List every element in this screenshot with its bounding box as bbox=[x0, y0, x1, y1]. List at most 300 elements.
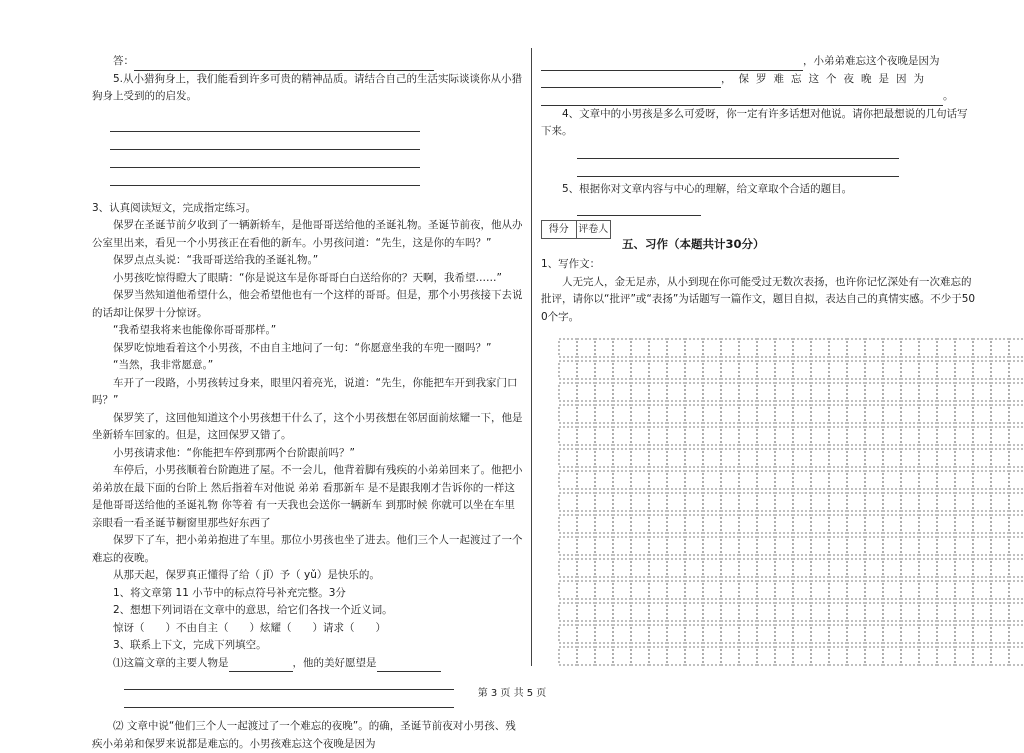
grid-cell[interactable] bbox=[991, 515, 1009, 533]
grid-cell[interactable] bbox=[757, 471, 775, 489]
grid-cell[interactable] bbox=[829, 339, 847, 357]
grid-cell[interactable] bbox=[991, 383, 1009, 401]
grid-cell[interactable] bbox=[595, 339, 613, 357]
grid-cell[interactable] bbox=[901, 449, 919, 467]
grid-cell[interactable] bbox=[937, 537, 955, 555]
grid-cell[interactable] bbox=[991, 493, 1009, 511]
grid-cell[interactable] bbox=[811, 427, 829, 445]
grid-cell[interactable] bbox=[937, 383, 955, 401]
grid-cell[interactable] bbox=[613, 493, 631, 511]
grid-cell[interactable] bbox=[829, 603, 847, 621]
grid-cell[interactable] bbox=[703, 339, 721, 357]
grid-cell[interactable] bbox=[883, 493, 901, 511]
grid-cell[interactable] bbox=[811, 581, 829, 599]
grid-cell[interactable] bbox=[703, 427, 721, 445]
grid-cell[interactable] bbox=[757, 559, 775, 577]
grid-cell[interactable] bbox=[829, 449, 847, 467]
grid-cell[interactable] bbox=[865, 647, 883, 665]
grid-cell[interactable] bbox=[919, 427, 937, 445]
grid-cell[interactable] bbox=[649, 581, 667, 599]
grid-cell[interactable] bbox=[757, 493, 775, 511]
grid-cell[interactable] bbox=[649, 449, 667, 467]
grid-cell[interactable] bbox=[847, 537, 865, 555]
grid-cell[interactable] bbox=[685, 625, 703, 643]
grid-cell[interactable] bbox=[703, 449, 721, 467]
grid-cell[interactable] bbox=[649, 603, 667, 621]
grid-cell[interactable] bbox=[757, 603, 775, 621]
grid-cell[interactable] bbox=[595, 537, 613, 555]
grid-cell[interactable] bbox=[721, 647, 739, 665]
grid-cell[interactable] bbox=[811, 537, 829, 555]
grid-cell[interactable] bbox=[865, 361, 883, 379]
grid-cell[interactable] bbox=[847, 339, 865, 357]
grid-cell[interactable] bbox=[865, 427, 883, 445]
grid-cell[interactable] bbox=[829, 537, 847, 555]
grid-cell[interactable] bbox=[559, 493, 577, 511]
grid-cell[interactable] bbox=[793, 449, 811, 467]
grid-cell[interactable] bbox=[901, 515, 919, 533]
grid-cell[interactable] bbox=[613, 449, 631, 467]
grid-cell[interactable] bbox=[847, 559, 865, 577]
grid-cell[interactable] bbox=[721, 449, 739, 467]
grid-cell[interactable] bbox=[937, 471, 955, 489]
grid-cell[interactable] bbox=[883, 471, 901, 489]
grid-cell[interactable] bbox=[955, 471, 973, 489]
grid-cell[interactable] bbox=[721, 537, 739, 555]
grid-cell[interactable] bbox=[847, 405, 865, 423]
grid-cell[interactable] bbox=[775, 581, 793, 599]
grid-cell[interactable] bbox=[667, 625, 685, 643]
grid-cell[interactable] bbox=[703, 515, 721, 533]
grid-cell[interactable] bbox=[955, 537, 973, 555]
grid-cell[interactable] bbox=[883, 339, 901, 357]
grid-cell[interactable] bbox=[811, 361, 829, 379]
grid-cell[interactable] bbox=[865, 339, 883, 357]
grid-cell[interactable] bbox=[775, 405, 793, 423]
grid-cell[interactable] bbox=[847, 515, 865, 533]
grid-cell[interactable] bbox=[1009, 559, 1024, 577]
grid-cell[interactable] bbox=[703, 647, 721, 665]
grid-cell[interactable] bbox=[919, 603, 937, 621]
grid-cell[interactable] bbox=[937, 449, 955, 467]
grid-cell[interactable] bbox=[649, 647, 667, 665]
grid-cell[interactable] bbox=[991, 559, 1009, 577]
grid-cell[interactable] bbox=[739, 427, 757, 445]
grid-cell[interactable] bbox=[577, 493, 595, 511]
grid-cell[interactable] bbox=[559, 383, 577, 401]
grid-cell[interactable] bbox=[685, 581, 703, 599]
grid-cell[interactable] bbox=[847, 647, 865, 665]
grid-cell[interactable] bbox=[829, 383, 847, 401]
grid-cell[interactable] bbox=[631, 471, 649, 489]
grid-cell[interactable] bbox=[847, 361, 865, 379]
grid-cell[interactable] bbox=[973, 625, 991, 643]
grid-cell[interactable] bbox=[901, 493, 919, 511]
grid-cell[interactable] bbox=[973, 581, 991, 599]
grid-cell[interactable] bbox=[631, 339, 649, 357]
grid-cell[interactable] bbox=[937, 559, 955, 577]
grid-cell[interactable] bbox=[937, 427, 955, 445]
grid-cell[interactable] bbox=[667, 383, 685, 401]
grid-cell[interactable] bbox=[811, 515, 829, 533]
grid-cell[interactable] bbox=[703, 471, 721, 489]
answer-blank[interactable] bbox=[577, 163, 899, 177]
grid-cell[interactable] bbox=[631, 405, 649, 423]
grid-cell[interactable] bbox=[613, 647, 631, 665]
grid-cell[interactable] bbox=[775, 383, 793, 401]
grid-cell[interactable] bbox=[973, 449, 991, 467]
grid-cell[interactable] bbox=[667, 537, 685, 555]
grid-cell[interactable] bbox=[667, 559, 685, 577]
grid-cell[interactable] bbox=[991, 449, 1009, 467]
grid-cell[interactable] bbox=[973, 361, 991, 379]
grid-cell[interactable] bbox=[937, 405, 955, 423]
grid-cell[interactable] bbox=[775, 515, 793, 533]
grid-cell[interactable] bbox=[775, 537, 793, 555]
grid-cell[interactable] bbox=[955, 449, 973, 467]
grid-cell[interactable] bbox=[595, 427, 613, 445]
grid-cell[interactable] bbox=[847, 383, 865, 401]
grid-cell[interactable] bbox=[793, 581, 811, 599]
grid-cell[interactable] bbox=[595, 383, 613, 401]
grid-cell[interactable] bbox=[631, 581, 649, 599]
writing-grid[interactable] bbox=[558, 338, 1024, 668]
grid-cell[interactable] bbox=[613, 471, 631, 489]
grid-cell[interactable] bbox=[991, 581, 1009, 599]
grid-cell[interactable] bbox=[1009, 383, 1024, 401]
grid-cell[interactable] bbox=[901, 471, 919, 489]
grid-cell[interactable] bbox=[703, 361, 721, 379]
grid-cell[interactable] bbox=[1009, 427, 1024, 445]
grid-cell[interactable] bbox=[901, 383, 919, 401]
grid-cell[interactable] bbox=[613, 339, 631, 357]
grid-cell[interactable] bbox=[631, 537, 649, 555]
grid-cell[interactable] bbox=[559, 405, 577, 423]
grid-cell[interactable] bbox=[1009, 647, 1024, 665]
answer-blank[interactable] bbox=[541, 76, 721, 88]
grid-cell[interactable] bbox=[739, 581, 757, 599]
grid-cell[interactable] bbox=[973, 427, 991, 445]
grid-cell[interactable] bbox=[973, 537, 991, 555]
grid-cell[interactable] bbox=[883, 537, 901, 555]
grid-cell[interactable] bbox=[793, 471, 811, 489]
grid-cell[interactable] bbox=[685, 493, 703, 511]
grid-cell[interactable] bbox=[613, 361, 631, 379]
grid-cell[interactable] bbox=[883, 427, 901, 445]
grid-cell[interactable] bbox=[883, 625, 901, 643]
grid-cell[interactable] bbox=[631, 427, 649, 445]
grid-cell[interactable] bbox=[847, 603, 865, 621]
grid-cell[interactable] bbox=[919, 515, 937, 533]
grid-cell[interactable] bbox=[559, 361, 577, 379]
answer-blank[interactable] bbox=[110, 136, 420, 150]
grid-cell[interactable] bbox=[865, 405, 883, 423]
grid-cell[interactable] bbox=[829, 471, 847, 489]
grid-cell[interactable] bbox=[703, 581, 721, 599]
grid-cell[interactable] bbox=[991, 537, 1009, 555]
grid-cell[interactable] bbox=[865, 383, 883, 401]
grid-cell[interactable] bbox=[667, 427, 685, 445]
grid-cell[interactable] bbox=[649, 515, 667, 533]
answer-blank[interactable] bbox=[577, 202, 701, 216]
grid-cell[interactable] bbox=[955, 493, 973, 511]
grid-cell[interactable] bbox=[1009, 449, 1024, 467]
grid-cell[interactable] bbox=[739, 537, 757, 555]
grid-cell[interactable] bbox=[721, 603, 739, 621]
grid-cell[interactable] bbox=[649, 471, 667, 489]
grid-cell[interactable] bbox=[955, 405, 973, 423]
answer-blank[interactable] bbox=[110, 154, 420, 168]
grid-cell[interactable] bbox=[937, 493, 955, 511]
grid-cell[interactable] bbox=[757, 625, 775, 643]
grid-cell[interactable] bbox=[757, 647, 775, 665]
grid-cell[interactable] bbox=[901, 361, 919, 379]
grid-cell[interactable] bbox=[793, 647, 811, 665]
grid-cell[interactable] bbox=[739, 515, 757, 533]
grid-cell[interactable] bbox=[577, 427, 595, 445]
grid-cell[interactable] bbox=[667, 647, 685, 665]
grid-cell[interactable] bbox=[883, 515, 901, 533]
answer-blank[interactable] bbox=[577, 145, 899, 159]
grid-cell[interactable] bbox=[739, 493, 757, 511]
grid-cell[interactable] bbox=[793, 559, 811, 577]
grid-cell[interactable] bbox=[829, 427, 847, 445]
grid-cell[interactable] bbox=[793, 361, 811, 379]
grid-cell[interactable] bbox=[811, 339, 829, 357]
grid-cell[interactable] bbox=[883, 383, 901, 401]
grid-cell[interactable] bbox=[649, 339, 667, 357]
grid-cell[interactable] bbox=[757, 339, 775, 357]
grid-cell[interactable] bbox=[775, 493, 793, 511]
grid-cell[interactable] bbox=[937, 625, 955, 643]
grid-cell[interactable] bbox=[757, 405, 775, 423]
grid-cell[interactable] bbox=[559, 471, 577, 489]
grid-cell[interactable] bbox=[577, 361, 595, 379]
grid-cell[interactable] bbox=[559, 647, 577, 665]
grid-cell[interactable] bbox=[631, 493, 649, 511]
grid-cell[interactable] bbox=[757, 515, 775, 533]
grid-cell[interactable] bbox=[1009, 515, 1024, 533]
grid-cell[interactable] bbox=[595, 405, 613, 423]
grid-cell[interactable] bbox=[937, 581, 955, 599]
grid-cell[interactable] bbox=[1009, 339, 1024, 357]
grid-cell[interactable] bbox=[811, 603, 829, 621]
grid-cell[interactable] bbox=[721, 559, 739, 577]
grid-cell[interactable] bbox=[901, 625, 919, 643]
grid-cell[interactable] bbox=[685, 405, 703, 423]
grid-cell[interactable] bbox=[577, 537, 595, 555]
grid-cell[interactable] bbox=[991, 427, 1009, 445]
grid-cell[interactable] bbox=[793, 405, 811, 423]
grid-cell[interactable] bbox=[721, 383, 739, 401]
grid-cell[interactable] bbox=[883, 581, 901, 599]
grid-cell[interactable] bbox=[919, 449, 937, 467]
grid-cell[interactable] bbox=[901, 647, 919, 665]
grid-cell[interactable] bbox=[991, 647, 1009, 665]
grid-cell[interactable] bbox=[937, 339, 955, 357]
grid-cell[interactable] bbox=[649, 405, 667, 423]
answer-blank[interactable] bbox=[110, 118, 420, 132]
grid-cell[interactable] bbox=[631, 515, 649, 533]
grid-cell[interactable] bbox=[631, 647, 649, 665]
grid-cell[interactable] bbox=[613, 559, 631, 577]
grid-cell[interactable] bbox=[667, 449, 685, 467]
grid-cell[interactable] bbox=[595, 603, 613, 621]
grid-cell[interactable] bbox=[829, 647, 847, 665]
grid-cell[interactable] bbox=[739, 383, 757, 401]
grid-cell[interactable] bbox=[901, 339, 919, 357]
grid-cell[interactable] bbox=[721, 405, 739, 423]
grid-cell[interactable] bbox=[667, 581, 685, 599]
grid-cell[interactable] bbox=[793, 383, 811, 401]
grid-cell[interactable] bbox=[1009, 603, 1024, 621]
grid-cell[interactable] bbox=[613, 383, 631, 401]
grid-cell[interactable] bbox=[775, 559, 793, 577]
grid-cell[interactable] bbox=[559, 559, 577, 577]
grid-cell[interactable] bbox=[973, 647, 991, 665]
grid-cell[interactable] bbox=[775, 647, 793, 665]
grid-cell[interactable] bbox=[811, 449, 829, 467]
grid-cell[interactable] bbox=[703, 603, 721, 621]
grid-cell[interactable] bbox=[721, 361, 739, 379]
grid-cell[interactable] bbox=[721, 515, 739, 533]
grid-cell[interactable] bbox=[685, 537, 703, 555]
grid-cell[interactable] bbox=[721, 427, 739, 445]
grid-cell[interactable] bbox=[631, 625, 649, 643]
grid-cell[interactable] bbox=[883, 449, 901, 467]
grid-cell[interactable] bbox=[811, 383, 829, 401]
grid-cell[interactable] bbox=[901, 537, 919, 555]
grid-cell[interactable] bbox=[919, 405, 937, 423]
answer-blank[interactable] bbox=[541, 94, 943, 106]
grid-cell[interactable] bbox=[577, 449, 595, 467]
grid-cell[interactable] bbox=[595, 515, 613, 533]
grid-cell[interactable] bbox=[559, 515, 577, 533]
grid-cell[interactable] bbox=[919, 471, 937, 489]
grid-cell[interactable] bbox=[811, 493, 829, 511]
grid-cell[interactable] bbox=[667, 405, 685, 423]
grid-cell[interactable] bbox=[829, 559, 847, 577]
grid-cell[interactable] bbox=[613, 625, 631, 643]
grid-cell[interactable] bbox=[613, 515, 631, 533]
grid-cell[interactable] bbox=[757, 361, 775, 379]
grid-cell[interactable] bbox=[973, 603, 991, 621]
grid-cell[interactable] bbox=[685, 339, 703, 357]
grid-cell[interactable] bbox=[649, 361, 667, 379]
grid-cell[interactable] bbox=[973, 383, 991, 401]
grid-cell[interactable] bbox=[811, 471, 829, 489]
grid-cell[interactable] bbox=[721, 493, 739, 511]
grid-cell[interactable] bbox=[973, 493, 991, 511]
grid-cell[interactable] bbox=[883, 405, 901, 423]
grid-cell[interactable] bbox=[613, 603, 631, 621]
grid-cell[interactable] bbox=[703, 625, 721, 643]
grid-cell[interactable] bbox=[667, 339, 685, 357]
grid-cell[interactable] bbox=[739, 625, 757, 643]
grid-cell[interactable] bbox=[955, 339, 973, 357]
grid-cell[interactable] bbox=[667, 493, 685, 511]
grid-cell[interactable] bbox=[1009, 493, 1024, 511]
grid-cell[interactable] bbox=[901, 427, 919, 445]
grid-cell[interactable] bbox=[1009, 361, 1024, 379]
grid-cell[interactable] bbox=[955, 361, 973, 379]
grid-cell[interactable] bbox=[739, 339, 757, 357]
grid-cell[interactable] bbox=[955, 427, 973, 445]
grid-cell[interactable] bbox=[847, 449, 865, 467]
grid-cell[interactable] bbox=[865, 471, 883, 489]
grid-cell[interactable] bbox=[595, 581, 613, 599]
answer-blank[interactable] bbox=[541, 59, 803, 71]
grid-cell[interactable] bbox=[865, 559, 883, 577]
answer-blank[interactable] bbox=[229, 660, 293, 672]
grid-cell[interactable] bbox=[685, 383, 703, 401]
grid-cell[interactable] bbox=[811, 625, 829, 643]
grid-cell[interactable] bbox=[667, 471, 685, 489]
grid-cell[interactable] bbox=[703, 493, 721, 511]
grid-cell[interactable] bbox=[955, 647, 973, 665]
grid-cell[interactable] bbox=[613, 537, 631, 555]
grid-cell[interactable] bbox=[577, 625, 595, 643]
grid-cell[interactable] bbox=[631, 603, 649, 621]
grid-cell[interactable] bbox=[775, 427, 793, 445]
grid-cell[interactable] bbox=[955, 383, 973, 401]
grid-cell[interactable] bbox=[577, 581, 595, 599]
grid-cell[interactable] bbox=[937, 603, 955, 621]
grid-cell[interactable] bbox=[595, 471, 613, 489]
grid-cell[interactable] bbox=[667, 515, 685, 533]
answer-blank[interactable] bbox=[377, 660, 441, 672]
grid-cell[interactable] bbox=[703, 537, 721, 555]
grid-cell[interactable] bbox=[973, 515, 991, 533]
grid-cell[interactable] bbox=[577, 515, 595, 533]
grid-cell[interactable] bbox=[559, 449, 577, 467]
grid-cell[interactable] bbox=[865, 581, 883, 599]
grid-cell[interactable] bbox=[973, 471, 991, 489]
grid-cell[interactable] bbox=[937, 361, 955, 379]
grid-cell[interactable] bbox=[829, 515, 847, 533]
grid-cell[interactable] bbox=[577, 559, 595, 577]
grid-cell[interactable] bbox=[685, 471, 703, 489]
grid-cell[interactable] bbox=[829, 625, 847, 643]
grid-cell[interactable] bbox=[685, 559, 703, 577]
grid-cell[interactable] bbox=[649, 537, 667, 555]
grid-cell[interactable] bbox=[955, 625, 973, 643]
grid-cell[interactable] bbox=[847, 427, 865, 445]
grid-cell[interactable] bbox=[991, 405, 1009, 423]
grid-cell[interactable] bbox=[685, 361, 703, 379]
grid-cell[interactable] bbox=[991, 471, 1009, 489]
grid-cell[interactable] bbox=[901, 405, 919, 423]
grid-cell[interactable] bbox=[865, 515, 883, 533]
grid-cell[interactable] bbox=[865, 493, 883, 511]
grid-cell[interactable] bbox=[631, 361, 649, 379]
grid-cell[interactable] bbox=[595, 449, 613, 467]
grid-cell[interactable] bbox=[883, 603, 901, 621]
grid-cell[interactable] bbox=[721, 339, 739, 357]
grid-cell[interactable] bbox=[973, 405, 991, 423]
grid-cell[interactable] bbox=[631, 383, 649, 401]
grid-cell[interactable] bbox=[613, 581, 631, 599]
grid-cell[interactable] bbox=[919, 339, 937, 357]
grid-cell[interactable] bbox=[577, 339, 595, 357]
grid-cell[interactable] bbox=[793, 427, 811, 445]
grid-cell[interactable] bbox=[613, 427, 631, 445]
grid-cell[interactable] bbox=[847, 471, 865, 489]
grid-cell[interactable] bbox=[991, 361, 1009, 379]
grid-cell[interactable] bbox=[919, 537, 937, 555]
grid-cell[interactable] bbox=[739, 647, 757, 665]
grid-cell[interactable] bbox=[757, 581, 775, 599]
